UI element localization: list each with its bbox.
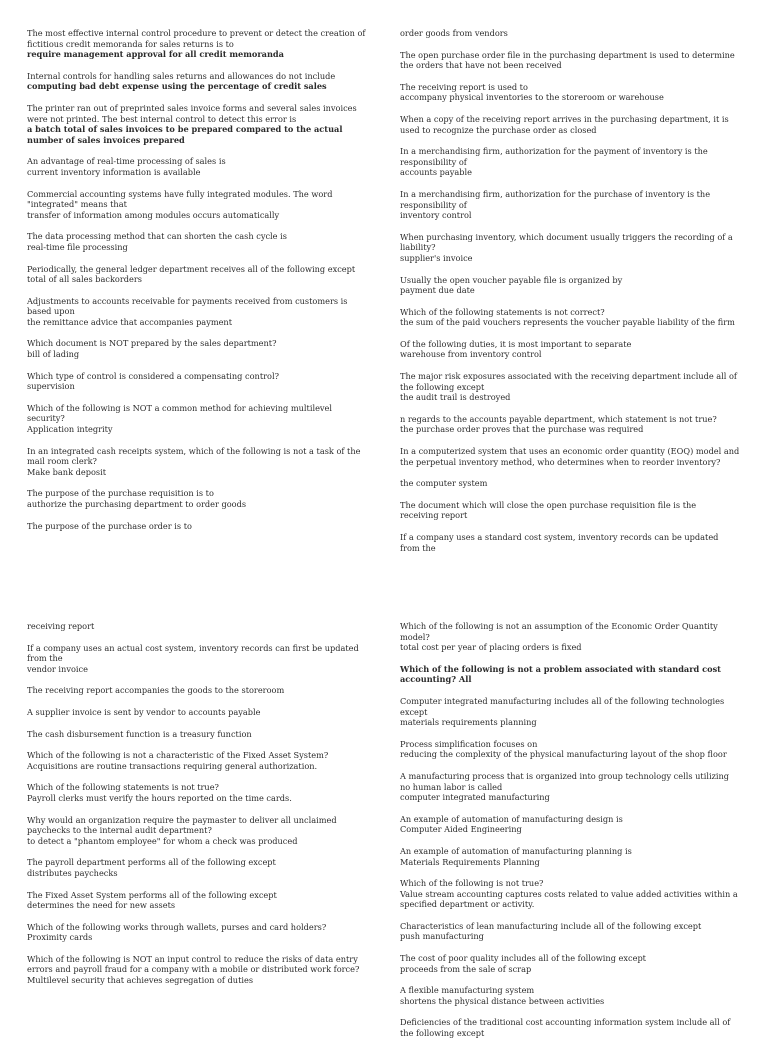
qa-item — [27, 857, 367, 878]
question-text: The receiving report is used to — [400, 81, 528, 92]
question-text: Which document is NOT prepared by the sales department? — [27, 338, 277, 349]
answer-text: proceeds from the sale of scrap — [400, 963, 532, 974]
question-text: The document which will close the open purchase requisition file is the — [400, 499, 697, 510]
qa-item — [400, 414, 740, 435]
answer-text: Make bank deposit — [27, 466, 107, 477]
question-text: Which of the following is not an assumption of the Economic Order Quantity model? — [400, 621, 718, 642]
answer-text: Multilevel security that achieves segregation of duties — [27, 975, 254, 986]
qa-item — [27, 521, 367, 532]
question-text: Which of the following is not a characteristic of the Fixed Asset System? — [27, 750, 329, 761]
answer-text: the computer system — [400, 478, 488, 489]
qa-item — [27, 189, 367, 221]
qa-item — [400, 846, 740, 867]
question-text: In a computerized system that uses an economic order quantity (EOQ) model and the perpetual inventory method, who determines when to reorder inventory? — [400, 446, 740, 467]
qa-item — [400, 953, 740, 974]
answer-text: inventory control — [400, 210, 472, 221]
qa-item — [400, 371, 740, 403]
question-text: In a merchandising firm, authorization for the purchase of inventory is the responsibility of — [400, 188, 711, 210]
question-text: In a merchandising firm, authorization for the payment of inventory is the responsibility of — [400, 146, 708, 167]
qa-item — [400, 50, 740, 71]
answer-text: the audit trail is destroyed — [400, 392, 511, 403]
qa-item — [27, 750, 367, 771]
question-text: Which of the following is NOT a common method for achieving multilevel security? — [27, 402, 333, 424]
question-text: An example of automation of manufacturing design is — [400, 813, 623, 824]
answer-text: supplier's invoice — [400, 252, 473, 263]
question-text: The open purchase order file in the purchasing department is used to determine — [400, 49, 735, 60]
answer-text: accounts payable — [400, 167, 472, 178]
question-text: Commercial accounting systems have fully integrated modules. The word "integrated" means that — [27, 188, 333, 210]
qa-item — [27, 403, 367, 435]
question-text: The purpose of the purchase requisition is to — [27, 488, 214, 499]
question-text: Why would an organization require the paymaster to deliver all unclaimed paychecks to the internal audit department? — [27, 814, 337, 836]
answer-text: computer integrated manufacturing — [400, 792, 550, 803]
qa-item — [27, 707, 367, 718]
answer-text: total cost per year of placing orders is fixed — [400, 642, 582, 653]
answer-text: require management approval for all credit memoranda — [27, 49, 284, 60]
qa-item — [400, 500, 740, 521]
qa-item — [27, 371, 367, 392]
question-text: The cash disbursement function is a treasury function — [27, 728, 252, 739]
question-text: n regards to the accounts payable department, which statement is not true? — [400, 413, 717, 424]
qa-item — [400, 814, 740, 835]
page1-left-column — [27, 28, 367, 531]
qa-item — [27, 28, 367, 60]
qa-item — [400, 621, 740, 653]
qa-item — [400, 307, 740, 328]
answer-text: receiving report — [27, 621, 95, 631]
qa-item — [400, 146, 740, 178]
qa-item — [27, 103, 367, 145]
answer-text: Proximity cards — [27, 932, 93, 943]
answer-text: accompany physical inventories to the storeroom or warehouse — [400, 92, 664, 103]
answer-text: Computer Aided Engineering — [400, 824, 522, 835]
qa-item — [400, 771, 740, 803]
question-text: Usually the open voucher payable file is organized by — [400, 274, 623, 285]
question-text: If a company uses a standard cost system, inventory records can be updated from the — [400, 532, 719, 553]
answer-text: push manufacturing — [400, 931, 484, 942]
answer-text: to detect a "phantom employee" for whom a check was produced — [27, 835, 298, 846]
question-text: A flexible manufacturing system — [400, 985, 535, 996]
qa-item — [400, 696, 740, 728]
question-text: A supplier invoice is sent by vendor to accounts payable — [27, 706, 261, 717]
qa-item — [400, 921, 740, 942]
qa-item — [27, 231, 367, 252]
answer-text: Payroll clerks must verify the hours reported on the time cards. — [27, 792, 292, 803]
answer-text: Value stream accounting captures costs related to value added activities within a specified department or activity. — [400, 888, 738, 910]
qa-item — [27, 890, 367, 911]
answer-text: the orders that have not been received — [400, 60, 562, 71]
question-text: Computer integrated manufacturing includes all of the following technologies except — [400, 695, 725, 717]
qa-item — [27, 446, 367, 478]
answer-text: the sum of the paid vouchers represents the voucher payable liability of the firm — [400, 317, 735, 328]
qa-item — [27, 815, 367, 847]
qa-item — [400, 275, 740, 296]
answer-text: order goods from vendors — [400, 28, 508, 38]
page1-right-column — [400, 28, 740, 553]
question-text: The payroll department performs all of the following except — [27, 857, 276, 868]
qa-item — [27, 954, 367, 986]
question-text: When purchasing inventory, which document usually triggers the recording of a liability? — [400, 231, 733, 253]
page2-right-column — [400, 621, 740, 1039]
qa-item — [27, 488, 367, 509]
qa-item — [400, 878, 740, 910]
answer-text: receiving report — [400, 510, 468, 521]
answer-text: transfer of information among modules occurs automatically — [27, 209, 280, 220]
qa-item — [400, 339, 740, 360]
qa-item — [27, 685, 367, 696]
qa-item — [400, 985, 740, 1006]
question-text: The receiving report accompanies the goods to the storeroom — [27, 685, 285, 696]
question-text: Of the following duties, it is most important to separate — [400, 338, 632, 349]
answer-text: Acquisitions are routine transactions requiring general authorization. — [27, 760, 318, 771]
question-text: Which of the following works through wallets, purses and card holders? — [27, 921, 327, 932]
qa-item — [400, 664, 740, 685]
qa-item — [27, 782, 367, 803]
answer-text: determines the need for new assets — [27, 900, 176, 911]
answer-text: materials requirements planning — [400, 717, 537, 728]
question-text: Deficiencies of the traditional cost accounting information system include all of the following except — [400, 1017, 731, 1039]
question-text: The cost of poor quality includes all of the following except — [400, 953, 646, 964]
question-text: Characteristics of lean manufacturing include all of the following except — [400, 920, 702, 931]
question-text: The major risk exposures associated with the receiving department include all of the following except — [400, 371, 737, 392]
question-text: Internal controls for handling sales returns and allowances do not include — [27, 70, 336, 81]
question-text: The most effective internal control procedure to prevent or detect the creation of fictitious credit memoranda for sales returns is to — [27, 28, 366, 49]
answer-text: a batch total of sales invoices to be prepared compared to the actual number of sales invoices prepared — [27, 124, 343, 145]
answer-text: total of all sales backorders — [27, 274, 142, 285]
question-text: The Fixed Asset System performs all of the following except — [27, 889, 277, 900]
question-text: An advantage of real-time processing of sales is — [27, 156, 226, 167]
question-text: Process simplification focuses on — [400, 738, 538, 749]
question-text: The printer ran out of preprinted sales invoice forms and several sales invoices were not printed. The best internal control to detect this error is — [27, 102, 357, 124]
qa-item — [27, 264, 367, 285]
answer-text: warehouse from inventory control — [400, 349, 542, 360]
answer-text: Application integrity — [27, 424, 113, 435]
qa-item — [27, 156, 367, 177]
qa-item — [400, 532, 740, 553]
answer-text: reducing the complexity of the physical manufacturing layout of the shop floor — [400, 749, 727, 760]
answer-text: the purchase order proves that the purchase was required — [400, 424, 644, 435]
answer-text: payment due date — [400, 285, 475, 296]
qa-item — [400, 114, 740, 135]
question-text: Which type of control is considered a compensating control? — [27, 370, 279, 381]
qa-item — [27, 71, 367, 92]
qa-item — [27, 338, 367, 359]
answer-text: shortens the physical distance between activities — [400, 995, 605, 1006]
answer-text: current inventory information is available — [27, 166, 201, 177]
question-text: Which of the following statements is not true? — [27, 782, 219, 793]
question-text: Which of the following is not a problem associated with standard cost accounting? All — [400, 663, 721, 685]
answer-text: the remittance advice that accompanies payment — [27, 316, 232, 327]
answer-text: real-time file processing — [27, 241, 128, 252]
answer-text: distributes paychecks — [27, 867, 118, 878]
question-text: A manufacturing process that is organized into group technology cells utilizing no human labor is called — [400, 770, 730, 792]
answer-text: vendor invoice — [27, 663, 88, 674]
answer-text: Materials Requirements Planning — [400, 856, 540, 867]
answer-text: bill of lading — [27, 349, 80, 360]
qa-item — [400, 478, 740, 489]
qa-item — [400, 28, 740, 39]
answer-text: supervision — [27, 381, 75, 392]
question-text: Periodically, the general ledger department receives all of the following except — [27, 263, 356, 274]
question-text: The purpose of the purchase order is to — [27, 520, 192, 531]
question-text: Which of the following is not true? — [400, 878, 544, 889]
question-text: The data processing method that can shorten the cash cycle is — [27, 231, 287, 242]
qa-item — [27, 296, 367, 328]
qa-item — [27, 643, 367, 675]
qa-item — [27, 922, 367, 943]
qa-item — [400, 446, 740, 467]
question-text: An example of automation of manufacturing planning is — [400, 845, 632, 856]
question-text: In an integrated cash receipts system, which of the following is not a task of the mail room clerk? — [27, 445, 361, 467]
question-text: If a company uses an actual cost system, inventory records can first be updated from the — [27, 642, 359, 664]
qa-item — [27, 729, 367, 740]
question-text: Adjustments to accounts receivable for payments received from customers is based upon — [27, 295, 348, 317]
question-text: When a copy of the receiving report arrives in the purchasing department, it is used to recognize the purchase order as closed — [400, 113, 729, 135]
qa-item — [400, 1017, 740, 1038]
question-text: Which of the following statements is not correct? — [400, 306, 605, 317]
page2-left-column — [27, 621, 367, 986]
qa-item — [400, 232, 740, 264]
qa-item — [400, 739, 740, 760]
qa-item — [400, 189, 740, 221]
qa-item — [27, 621, 367, 632]
answer-text: authorize the purchasing department to order goods — [27, 499, 247, 509]
qa-item — [400, 82, 740, 103]
question-text: Which of the following is NOT an input control to reduce the risks of data entry errors and payroll fraud for a company with a mobile or distributed work force? — [27, 953, 360, 975]
answer-text: computing bad debt expense using the percentage of credit sales — [27, 81, 327, 92]
